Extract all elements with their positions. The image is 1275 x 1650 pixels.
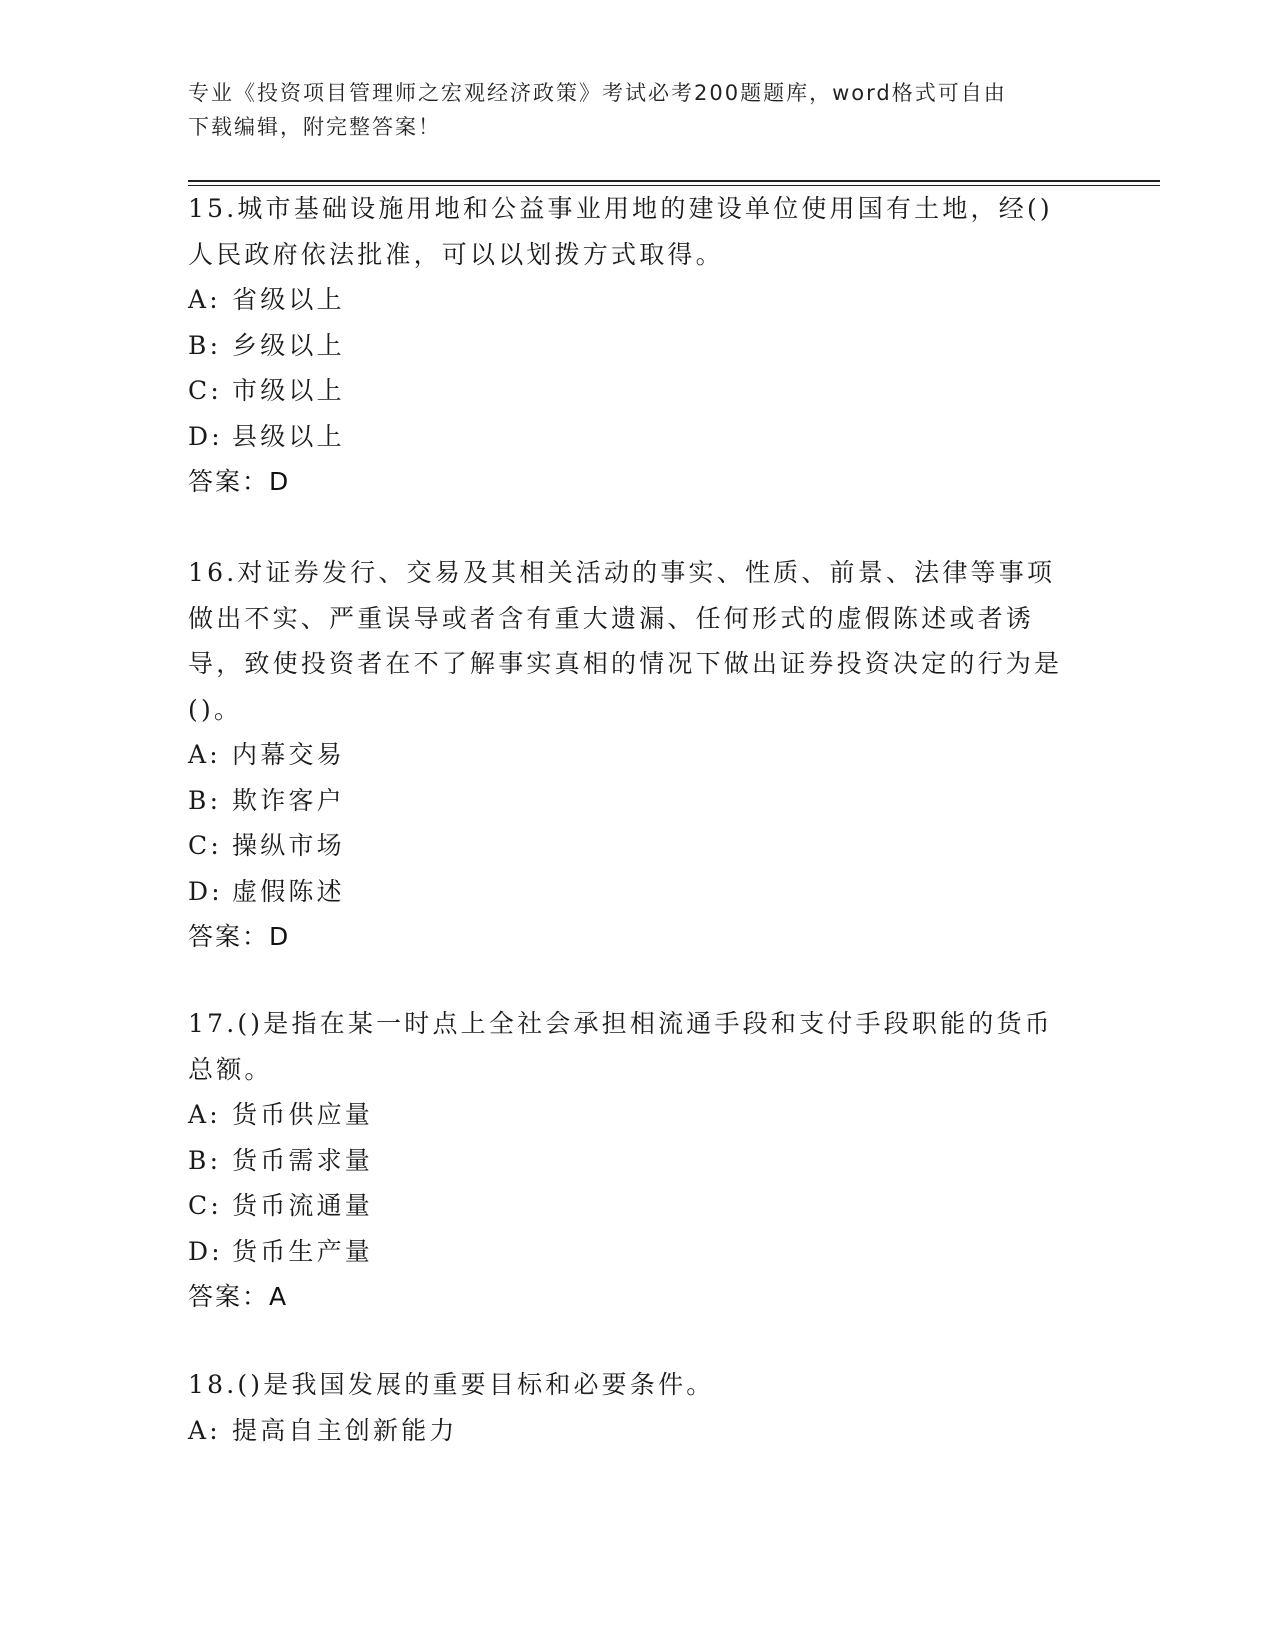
document-header <box>188 76 1068 144</box>
header-divider-thick <box>188 180 1160 182</box>
question-stem: 16.对证券发行、交易及其相关活动的事实、性质、前景、法律等事项做出不实、严重误导或者含有重大遗漏、任何形式的虚假陈述或者诱导，致使投资者在不了解事实真相的情况下做出证券投资决定的行为是()。 <box>188 558 1063 724</box>
option-d <box>188 414 1078 460</box>
option-text: 市级以上 <box>232 376 345 405</box>
question-17 <box>188 1001 1078 1320</box>
answer-line: 答案：A <box>188 1282 289 1311</box>
option-text: 省级以上 <box>232 285 345 314</box>
option-key: C: <box>188 1191 222 1220</box>
option-d <box>188 869 1078 915</box>
option-text: 县级以上 <box>232 421 345 451</box>
answer-line: 答案：D <box>188 922 291 951</box>
option-text: 乡级以上 <box>232 330 345 360</box>
option-c <box>188 1183 1078 1229</box>
option-d <box>188 1229 1078 1275</box>
header-line-1: 专业《投资项目管理师之宏观经济政策》考试必考200题题库，word格式可自由 <box>188 81 1007 105</box>
option-text: 内幕交易 <box>232 740 345 769</box>
option-a <box>188 732 1078 778</box>
option-c <box>188 823 1078 869</box>
option-key: D: <box>188 876 223 906</box>
option-key: C: <box>188 831 222 860</box>
option-key: C: <box>188 376 222 405</box>
option-key: A: <box>188 1415 221 1445</box>
option-a <box>188 1408 1078 1454</box>
option-a <box>188 277 1078 323</box>
question-stem: 17.()是指在某一时点上全社会承担相流通手段和支付手段职能的货币总额。 <box>188 1009 1053 1084</box>
option-key: A: <box>188 285 221 314</box>
question-stem: 18.()是我国发展的重要目标和必要条件。 <box>188 1370 715 1399</box>
option-a <box>188 1092 1078 1138</box>
option-text: 提高自主创新能力 <box>232 1415 458 1445</box>
option-key: D: <box>188 421 223 451</box>
option-key: B: <box>188 330 222 360</box>
option-key: B: <box>188 1145 222 1175</box>
question-15 <box>188 186 1078 505</box>
option-key: A: <box>188 1100 221 1129</box>
option-b <box>188 1138 1078 1184</box>
question-18 <box>188 1362 1078 1453</box>
option-key: D: <box>188 1236 223 1266</box>
option-text: 欺诈客户 <box>232 785 345 815</box>
option-b <box>188 778 1078 824</box>
answer-line: 答案：D <box>188 467 291 496</box>
option-text: 操纵市场 <box>232 831 345 860</box>
question-16 <box>188 550 1078 960</box>
option-text: 货币需求量 <box>232 1145 374 1175</box>
option-c <box>188 368 1078 414</box>
header-line-2: 下载编辑，附完整答案！ <box>188 115 441 139</box>
option-text: 货币生产量 <box>232 1236 374 1266</box>
option-key: A: <box>188 740 221 769</box>
question-stem: 15.城市基础设施用地和公益事业用地的建设单位使用国有土地，经()人民政府依法批准，可以以划拨方式取得。 <box>188 194 1053 269</box>
option-text: 虚假陈述 <box>232 876 345 906</box>
option-text: 货币流通量 <box>232 1191 374 1220</box>
option-key: B: <box>188 785 222 815</box>
option-b <box>188 323 1078 369</box>
option-text: 货币供应量 <box>232 1100 374 1129</box>
